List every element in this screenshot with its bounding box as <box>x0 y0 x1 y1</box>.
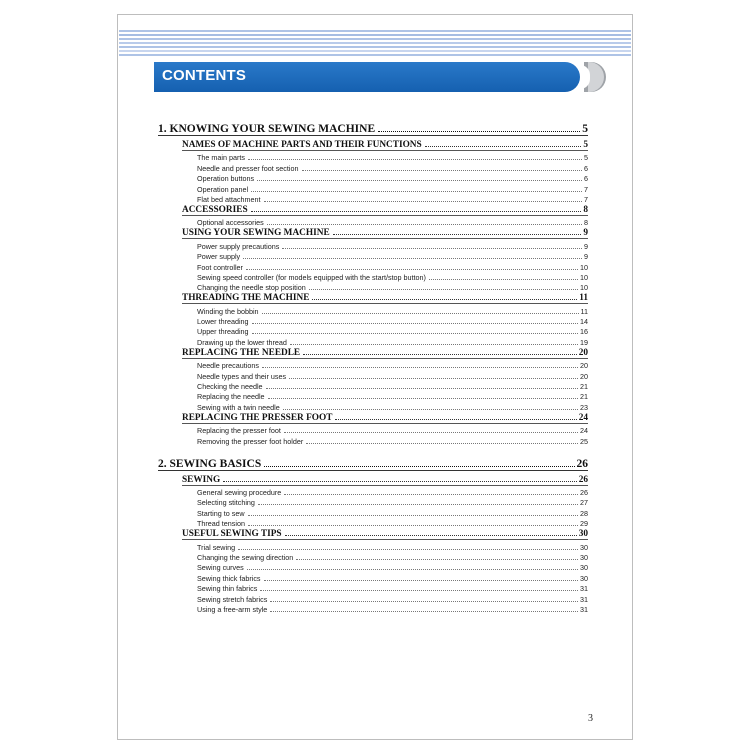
toc-item[interactable]: Trial sewing 30 <box>197 542 588 552</box>
toc-section-label: ACCESSORIES <box>182 204 248 215</box>
toc-page-number: 24 <box>578 412 588 423</box>
toc-item[interactable]: Needle types and their uses 20 <box>197 371 588 381</box>
toc-chapter-label: 1. KNOWING YOUR SEWING MACHINE <box>158 123 376 135</box>
toc-item[interactable]: Changing the sewing direction 30 <box>197 552 588 562</box>
toc-item[interactable]: The main parts 5 <box>197 153 588 163</box>
manual-page <box>117 14 633 740</box>
toc-section-label: NAMES OF MACHINE PARTS AND THEIR FUNCTIONS <box>182 140 422 150</box>
toc-item[interactable]: Operation panel 7 <box>197 184 588 194</box>
toc-page-number: 20 <box>578 347 588 358</box>
toc-item[interactable]: Replacing the presser foot 24 <box>197 426 588 436</box>
toc-item[interactable]: Needle and presser foot section 6 <box>197 163 588 173</box>
toc-page-number: 30 <box>578 529 588 540</box>
page-title: CONTENTS <box>162 67 247 84</box>
toc-item[interactable]: Operation buttons 6 <box>197 174 588 184</box>
toc-chapter-label: 2. SEWING BASICS <box>158 457 262 470</box>
header-stripes <box>119 30 631 58</box>
toc-section[interactable] <box>158 474 588 485</box>
toc-page-number: 5 <box>582 123 588 135</box>
toc-section[interactable] <box>158 227 588 238</box>
toc-section-label: USEFUL SEWING TIPS <box>182 529 282 540</box>
page-number: 3 <box>588 713 593 724</box>
toc-item[interactable]: Lower threading 14 <box>197 317 588 327</box>
toc-item[interactable]: Sewing thick fabrics 30 <box>197 573 588 583</box>
toc-page-number: 8 <box>583 204 588 215</box>
toc-item[interactable]: Needle precautions 20 <box>197 361 588 371</box>
toc-section[interactable] <box>158 412 588 423</box>
toc-section-label: REPLACING THE PRESSER FOOT <box>182 412 333 423</box>
toc-section[interactable] <box>158 139 588 150</box>
toc-section[interactable] <box>158 528 588 539</box>
toc-page-number: 26 <box>578 474 588 485</box>
toc-item[interactable]: Power supply precautions 9 <box>197 241 588 251</box>
toc-page-number: 9 <box>583 228 588 239</box>
chapter-rule <box>158 470 588 471</box>
toc-item[interactable]: Sewing speed controller (for models equipped with the start/stop button) 10 <box>197 272 588 282</box>
toc-section[interactable] <box>158 204 588 215</box>
toc-item[interactable]: Removing the presser foot holder 25 <box>197 436 588 446</box>
toc-chapter[interactable] <box>158 454 588 470</box>
toc-item[interactable]: Flat bed attachment 7 <box>197 194 588 204</box>
table-of-contents <box>158 119 588 614</box>
toc-item[interactable]: Using a free-arm style 31 <box>197 604 588 614</box>
toc-item[interactable]: Sewing curves 30 <box>197 563 588 573</box>
toc-page-number: 26 <box>576 457 588 470</box>
toc-item[interactable]: Selecting stitching 27 <box>197 498 588 508</box>
toc-chapter[interactable] <box>158 119 588 135</box>
toc-item[interactable]: Changing the needle stop position 10 <box>197 283 588 293</box>
toc-item[interactable]: Sewing stretch fabrics 31 <box>197 594 588 604</box>
toc-item[interactable]: Sewing with a twin needle 23 <box>197 402 588 412</box>
toc-item[interactable]: Drawing up the lower thread 19 <box>197 337 588 347</box>
toc-section-label: THREADING THE MACHINE <box>182 293 310 304</box>
toc-section-label: REPLACING THE NEEDLE <box>182 347 301 358</box>
toc-item[interactable]: Upper threading 16 <box>197 327 588 337</box>
toc-item[interactable]: Starting to sew 28 <box>197 508 588 518</box>
toc-item[interactable]: Thread tension 29 <box>197 519 588 529</box>
toc-section-label: USING YOUR SEWING MACHINE <box>182 228 330 239</box>
toc-item[interactable]: Replacing the needle 21 <box>197 392 588 402</box>
toc-item[interactable]: Optional accessories 8 <box>197 218 588 228</box>
toc-section[interactable] <box>158 292 588 303</box>
toc-section-label: SEWING <box>182 474 221 485</box>
toc-item[interactable]: Winding the bobbin 11 <box>197 306 588 316</box>
toc-item[interactable]: Sewing thin fabrics 31 <box>197 584 588 594</box>
toc-page-number: 11 <box>579 293 588 304</box>
toc-item[interactable]: Checking the needle 21 <box>197 382 588 392</box>
toc-section[interactable] <box>158 347 588 358</box>
contents-banner <box>154 62 600 92</box>
toc-item[interactable]: General sewing procedure 26 <box>197 487 588 497</box>
chapter-rule <box>158 135 588 136</box>
toc-page-number: 5 <box>583 140 588 150</box>
toc-item[interactable]: Foot controller 10 <box>197 262 588 272</box>
toc-item[interactable]: Power supply 9 <box>197 252 588 262</box>
